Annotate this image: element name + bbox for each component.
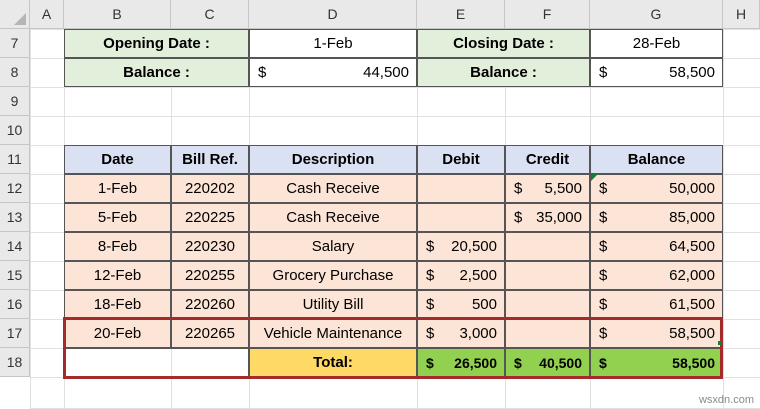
table-header-balance[interactable]: Balance	[590, 145, 723, 174]
amount-value: 35,000	[536, 209, 582, 226]
amount-value: 58,500	[669, 64, 715, 81]
description-cell[interactable]: Vehicle Maintenance	[249, 319, 417, 348]
debit-cell[interactable]	[417, 203, 505, 232]
bill-ref-cell[interactable]: 220260	[171, 290, 249, 319]
currency-symbol: $	[599, 180, 608, 197]
amount-value: 5,500	[544, 180, 582, 197]
date-cell[interactable]: 20-Feb	[64, 319, 171, 348]
bill-ref-cell[interactable]: 220225	[171, 203, 249, 232]
total-label[interactable]: Total:	[249, 348, 417, 377]
amount-value: 50,000	[669, 180, 715, 197]
table-header-credit[interactable]: Credit	[505, 145, 590, 174]
bill-ref-cell[interactable]: 220265	[171, 319, 249, 348]
row-header-9[interactable]: 9	[0, 87, 30, 116]
description-cell[interactable]: Salary	[249, 232, 417, 261]
debit-cell[interactable]	[417, 174, 505, 203]
currency-symbol: $	[599, 238, 608, 255]
currency-symbol: $	[599, 209, 608, 226]
column-header-c[interactable]: C	[171, 0, 249, 29]
date-cell[interactable]: 18-Feb	[64, 290, 171, 319]
row-header-13[interactable]: 13	[0, 203, 30, 232]
closing-date-value[interactable]: 28-Feb	[590, 29, 723, 58]
column-header-a[interactable]: A	[30, 0, 64, 29]
amount-value: 58,500	[672, 354, 715, 371]
debit-cell[interactable]	[417, 232, 505, 261]
empty-total-cell[interactable]	[64, 348, 249, 377]
description-cell[interactable]: Cash Receive	[249, 174, 417, 203]
row-header-16[interactable]: 16	[0, 290, 30, 319]
balance-cell[interactable]	[590, 232, 723, 261]
amount-value: 20,500	[451, 238, 497, 255]
row-header-12[interactable]: 12	[0, 174, 30, 203]
row-header-10[interactable]: 10	[0, 116, 30, 145]
currency-symbol: $	[426, 354, 434, 371]
currency-symbol: $	[426, 238, 435, 255]
gridline	[30, 0, 31, 408]
row-header-7[interactable]: 7	[0, 29, 30, 58]
currency-symbol: $	[599, 267, 608, 284]
amount-value: 58,500	[669, 325, 715, 342]
opening-balance-value[interactable]	[249, 58, 417, 87]
closing-balance-label[interactable]: Balance :	[417, 58, 590, 87]
opening-date-label[interactable]: Opening Date :	[64, 29, 249, 58]
debit-cell[interactable]	[417, 290, 505, 319]
credit-cell[interactable]	[505, 203, 590, 232]
date-cell[interactable]: 5-Feb	[64, 203, 171, 232]
total-credit[interactable]	[505, 348, 590, 377]
balance-cell[interactable]	[590, 290, 723, 319]
total-debit[interactable]	[417, 348, 505, 377]
column-header-h[interactable]: H	[723, 0, 760, 29]
gridline	[30, 87, 760, 88]
amount-value: 62,000	[669, 267, 715, 284]
currency-symbol: $	[599, 296, 608, 313]
amount-value: 85,000	[669, 209, 715, 226]
debit-cell[interactable]	[417, 261, 505, 290]
currency-symbol: $	[514, 354, 522, 371]
bill-ref-cell[interactable]: 220230	[171, 232, 249, 261]
error-indicator-icon[interactable]	[591, 174, 598, 181]
currency-symbol: $	[258, 64, 267, 81]
date-cell[interactable]: 1-Feb	[64, 174, 171, 203]
currency-symbol: $	[514, 180, 523, 197]
balance-cell[interactable]	[590, 261, 723, 290]
closing-balance-value[interactable]	[590, 58, 723, 87]
gridline	[30, 116, 760, 117]
credit-cell[interactable]	[505, 174, 590, 203]
row-header-17[interactable]: 17	[0, 319, 30, 348]
row-header-15[interactable]: 15	[0, 261, 30, 290]
description-cell[interactable]: Utility Bill	[249, 290, 417, 319]
gridline	[30, 377, 760, 378]
opening-balance-label[interactable]: Balance :	[64, 58, 249, 87]
closing-date-label[interactable]: Closing Date :	[417, 29, 590, 58]
amount-value: 3,000	[459, 325, 497, 342]
amount-value: 26,500	[454, 354, 497, 371]
amount-value: 2,500	[459, 267, 497, 284]
balance-cell[interactable]	[590, 174, 723, 203]
credit-cell[interactable]	[505, 319, 590, 348]
table-header-bill-ref[interactable]: Bill Ref.	[171, 145, 249, 174]
bill-ref-cell[interactable]: 220202	[171, 174, 249, 203]
currency-symbol: $	[426, 325, 435, 342]
row-header-18[interactable]: 18	[0, 348, 30, 377]
row-header-8[interactable]: 8	[0, 58, 30, 87]
balance-cell[interactable]	[590, 319, 723, 348]
currency-symbol: $	[599, 325, 608, 342]
currency-symbol: $	[599, 354, 607, 371]
column-header-b[interactable]: B	[64, 0, 171, 29]
row-header-11[interactable]: 11	[0, 145, 30, 174]
currency-symbol: $	[599, 64, 608, 81]
opening-date-value[interactable]: 1-Feb	[249, 29, 417, 58]
credit-cell[interactable]	[505, 290, 590, 319]
balance-cell[interactable]	[590, 203, 723, 232]
fill-handle[interactable]	[718, 341, 722, 345]
amount-value: 500	[471, 296, 497, 313]
gridline	[723, 0, 724, 408]
column-header-d[interactable]: D	[249, 0, 417, 29]
select-all-button[interactable]	[0, 0, 30, 29]
watermark: wsxdn.com	[698, 394, 754, 406]
column-header-f[interactable]: F	[505, 0, 590, 29]
date-cell[interactable]: 8-Feb	[64, 232, 171, 261]
amount-value: 40,500	[539, 354, 582, 371]
table-header-date[interactable]: Date	[64, 145, 171, 174]
debit-cell[interactable]	[417, 319, 505, 348]
column-header-g[interactable]: G	[590, 0, 723, 29]
credit-cell[interactable]	[505, 261, 590, 290]
date-cell[interactable]: 12-Feb	[64, 261, 171, 290]
column-header-e[interactable]: E	[417, 0, 505, 29]
description-cell[interactable]: Grocery Purchase	[249, 261, 417, 290]
table-header-description[interactable]: Description	[249, 145, 417, 174]
bill-ref-cell[interactable]: 220255	[171, 261, 249, 290]
description-cell[interactable]: Cash Receive	[249, 203, 417, 232]
row-header-14[interactable]: 14	[0, 232, 30, 261]
currency-symbol: $	[426, 267, 435, 284]
amount-value: 64,500	[669, 238, 715, 255]
amount-value: 44,500	[363, 64, 409, 81]
table-header-debit[interactable]: Debit	[417, 145, 505, 174]
total-balance[interactable]	[590, 348, 723, 377]
amount-value: 61,500	[669, 296, 715, 313]
credit-cell[interactable]	[505, 232, 590, 261]
currency-symbol: $	[426, 296, 435, 313]
currency-symbol: $	[514, 209, 523, 226]
